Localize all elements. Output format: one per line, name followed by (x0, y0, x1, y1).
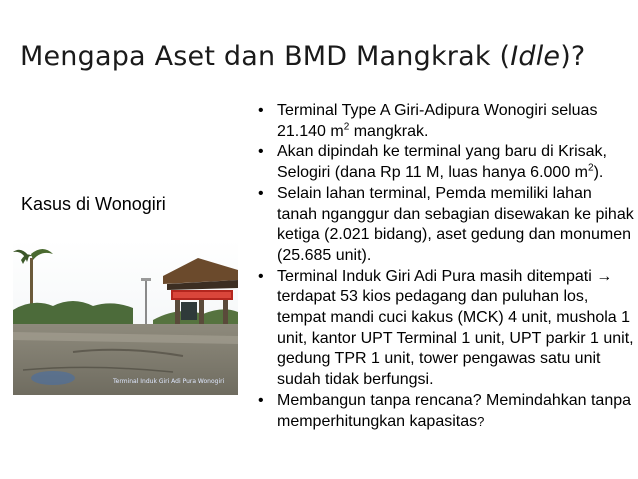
case-label: Kasus di Wonogiri (21, 194, 166, 214)
photo-caption: Terminal Induk Giri Adi Pura Wonogiri (113, 378, 225, 385)
bullet-item: • Terminal Induk Giri Adi Pura masih ditempati → terdapat 53 kios pedagang dan puluhan los, tempat mandi cuci kakus (MCK) 4 unit, mushola 1 unit, kantor UPT Terminal 1 unit, UPT parkir 1 unit, gedung TPR 1 unit, tower pengawas satu unit sudah tidak berfungsi. (258, 267, 634, 391)
bullet-list (258, 101, 634, 432)
terminal-photo-illustration (13, 240, 238, 395)
title-main: Mengapa Aset dan BMD Mangkrak ( (20, 41, 511, 72)
bullet-item: • Membangun tanpa rencana? Memindahkan tanpa memperhitungkan kapasitas? (258, 391, 634, 432)
bullet-item: • Akan dipindah ke terminal yang baru di Krisak, Selogiri (dana Rp 11 M, luas hanya 6.000 $m^2$). (258, 142, 634, 183)
bullet-item: • Terminal Type A Giri-Adipura Wonogiri seluas 21.140 $m^2$ mangkrak. (258, 101, 634, 142)
terminal-photo (13, 240, 238, 395)
title-end: )? (560, 41, 586, 72)
slide-title (20, 40, 630, 74)
title-italic: Idle (510, 41, 561, 72)
bullet-item: • Selain lahan terminal, Pemda memiliki lahan tanah nganggur dan sebagian disewakan ke pihak ketiga (2.021 bidang), aset gedung dan monumen (25.685 unit). (258, 184, 634, 267)
